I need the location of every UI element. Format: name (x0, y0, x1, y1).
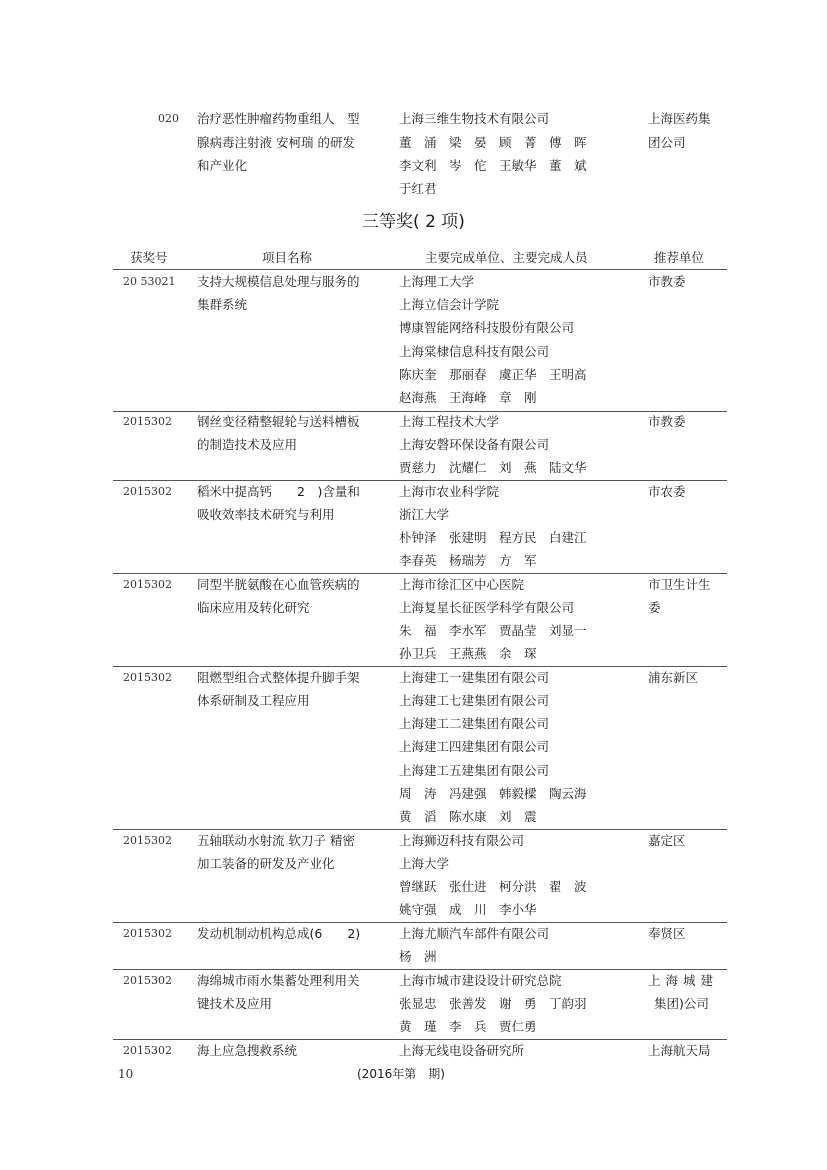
recommender: 上海城建 (648, 973, 719, 988)
project-line: 加工装备的研发及产业化 (197, 856, 335, 871)
top-entry-recommender-line: 团公司 (648, 135, 686, 150)
header-project: 项目名称 (262, 250, 313, 265)
unit-line: 上海狮迈科技有限公司 (399, 833, 525, 848)
unit-line: 上海棠棣信息科技有限公司 (399, 344, 550, 359)
recommender: 奉贤区 (648, 926, 686, 941)
project-line: 阻燃型组合式整体提升脚手架 (197, 670, 360, 685)
project-line: 钢丝变径精整辊轮与送料槽板 (197, 414, 360, 429)
project-line: 发动机制动机构总成(6 2) (197, 926, 361, 941)
header-recommender: 推荐单位 (654, 250, 705, 265)
project-line: 临床应用及转化研究 (197, 600, 310, 615)
unit-line: 上海建工二建集团有限公司 (399, 716, 550, 731)
row-rule (113, 411, 727, 412)
recommender: 委 (648, 600, 661, 615)
section-title: 三等奖( 2 项) (362, 212, 465, 232)
unit-line: 上海建工七建集团有限公司 (399, 693, 550, 708)
unit-line: 上海尤顺汽车部件有限公司 (399, 926, 550, 941)
unit-line: 朴钟泽 张建明 程方民 白建江 (399, 530, 587, 545)
unit-line: 上海市徐汇区中心医院 (399, 577, 525, 592)
row-rule (113, 829, 727, 830)
unit-line: 黄 瑾 李 兵 贾仁勇 (399, 1019, 537, 1034)
unit-line: 周 涛 冯建强 韩毅樑 陶云海 (399, 786, 587, 801)
project-line: 支持大规模信息处理与服务的 (197, 274, 360, 289)
row-rule (113, 922, 727, 923)
unit-line: 上海市城市建设设计研究总院 (399, 973, 562, 988)
award-number: 2015302 (123, 671, 172, 684)
unit-line: 上海建工四建集团有限公司 (399, 739, 550, 754)
top-entry-project-line: 腺病毒注射液 安柯瑞 的研发 (197, 135, 355, 150)
unit-line: 上海复星长征医学科学有限公司 (399, 600, 575, 615)
award-number: 2015302 (123, 578, 172, 591)
unit-line: 陈庆奎 那丽春 虞正华 王明高 (399, 367, 587, 382)
project-line: 同型半胱氨酸在心血管疾病的 (197, 577, 360, 592)
project-line: 键技术及应用 (197, 996, 273, 1011)
recommender: 浦东新区 (648, 670, 699, 685)
header-number: 获奖号 (130, 250, 168, 265)
recommender: 集团)公司 (654, 996, 709, 1011)
unit-line: 上海无线电设备研究所 (399, 1043, 525, 1058)
award-number: 2015302 (123, 1044, 172, 1057)
row-rule (113, 969, 727, 970)
project-line: 吸收效率技术研究与利用 (197, 507, 335, 522)
project-line: 海上应急搜救系统 (197, 1043, 298, 1058)
top-entry-unit-line: 上海三维生物技术有限公司 (399, 111, 550, 126)
award-number: 2015302 (123, 415, 172, 428)
header-rule (113, 269, 727, 270)
project-line: 集群系统 (197, 297, 248, 312)
unit-line: 博康智能网络科技股份有限公司 (399, 320, 575, 335)
recommender: 市教委 (648, 274, 686, 289)
top-entry-unit-line: 于红君 (399, 181, 437, 196)
unit-line: 朱 福 李水军 贾晶莹 刘显一 (399, 623, 587, 638)
award-number: 2015302 (123, 485, 172, 498)
unit-line: 李春英 杨瑞芳 方 军 (399, 553, 537, 568)
unit-line: 姚守强 成 川 李小华 (399, 902, 537, 917)
project-line: 体系研制及工程应用 (197, 693, 310, 708)
top-entry-number: 020 (158, 112, 179, 125)
header-units: 主要完成单位、主要完成人员 (425, 250, 588, 265)
recommender: 市教委 (648, 414, 686, 429)
award-number: 20 53021 (123, 275, 176, 288)
award-number: 2015302 (123, 834, 172, 847)
unit-line: 上海理工大学 (399, 274, 475, 289)
top-entry-unit-line: 董 涌 梁 晏 顾 菁 傅 晖 (399, 135, 587, 150)
unit-line: 贾慈力 沈耀仁 刘 燕 陆文华 (399, 460, 587, 475)
unit-line: 上海安磬环保设备有限公司 (399, 437, 550, 452)
unit-line: 上海建工一建集团有限公司 (399, 670, 550, 685)
unit-line: 浙江大学 (399, 507, 450, 522)
top-entry-recommender-line: 上海医药集 (648, 111, 711, 126)
recommender: 嘉定区 (648, 833, 686, 848)
issue-label: (2016年第 期) (357, 1067, 445, 1081)
project-line: 五轴联动水射流 软刀子 精密 (197, 833, 355, 848)
top-entry-unit-line: 李文利 岑 佗 王敏华 董 斌 (399, 158, 587, 173)
page-number: 10 (118, 1067, 134, 1081)
top-entry-project-line: 和产业化 (197, 158, 248, 173)
row-rule (113, 1039, 727, 1040)
unit-line: 赵海燕 王海峰 章 刚 (399, 390, 537, 405)
unit-line: 上海市农业科学院 (399, 484, 500, 499)
recommender: 市农委 (648, 484, 686, 499)
recommender: 上海航天局 (648, 1043, 711, 1058)
project-line: 稻米中提高钙 2 )含量和 (197, 484, 360, 499)
row-rule (113, 666, 727, 667)
unit-line: 上海工程技术大学 (399, 414, 500, 429)
award-number: 2015302 (123, 974, 172, 987)
project-line: 的制造技术及应用 (197, 437, 298, 452)
top-entry-project-line: 治疗恶性肿瘤药物重组人 型 (197, 111, 360, 126)
award-number: 2015302 (123, 927, 172, 940)
unit-line: 黄 滔 陈水康 刘 震 (399, 809, 537, 824)
recommender: 市卫生计生 (648, 577, 711, 592)
row-rule (113, 480, 727, 481)
unit-line: 杨 洲 (399, 949, 437, 964)
unit-line: 上海建工五建集团有限公司 (399, 763, 550, 778)
unit-line: 张显忠 张善发 谢 勇 丁韵羽 (399, 996, 587, 1011)
project-line: 海绵城市雨水集蓄处理利用关 (197, 973, 360, 988)
row-rule (113, 573, 727, 574)
unit-line: 上海立信会计学院 (399, 297, 500, 312)
unit-line: 上海大学 (399, 856, 450, 871)
unit-line: 孙卫兵 王燕燕 余 琛 (399, 646, 537, 661)
unit-line: 曾继跃 张仕进 柯分洪 翟 波 (399, 879, 587, 894)
